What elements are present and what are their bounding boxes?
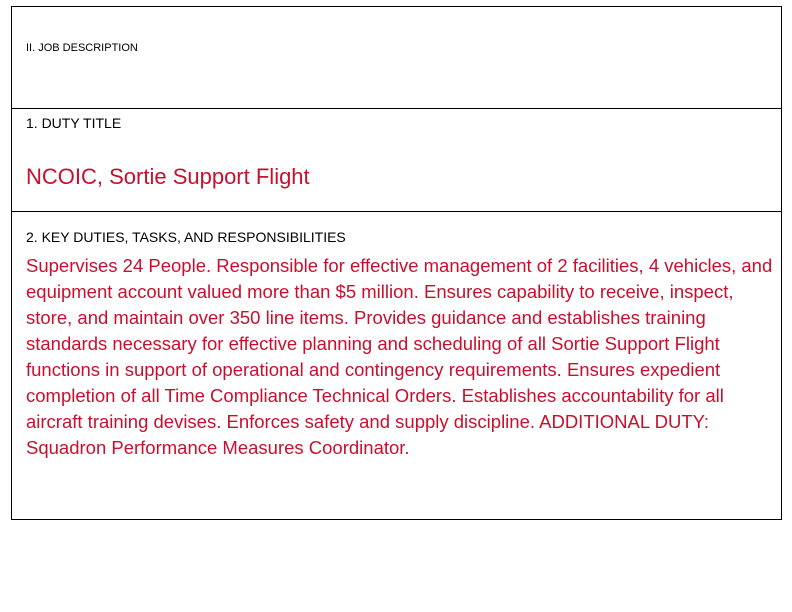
section-heading-job-description: II. JOB DESCRIPTION bbox=[26, 42, 138, 54]
divider bbox=[12, 211, 781, 212]
key-duties-label: 2. KEY DUTIES, TASKS, AND RESPONSIBILITIES bbox=[26, 229, 346, 245]
divider bbox=[12, 108, 781, 109]
duty-title-label: 1. DUTY TITLE bbox=[26, 115, 122, 131]
job-description-form bbox=[11, 6, 782, 520]
duty-title-value: NCOIC, Sortie Support Flight bbox=[26, 164, 310, 189]
key-duties-text: Supervises 24 People. Responsible for effective management of 2 facilities, 4 vehicles, and equipment account valued more than $5 million. Ensures capability to receive, inspect, store, and maintain over 350 line items. Provides guidance and establishes training standards necessary for effective planning and scheduling of all Sortie Support Flight functions in support of operational and contingency requirements. Ensures expedient completion of all Time Compliance Technical Orders. Establishes accountability for all aircraft training devises. Enforces safety and supply discipline. ADDITIONAL DUTY: Squadron Performance Measures Coordinator. bbox=[26, 255, 773, 458]
